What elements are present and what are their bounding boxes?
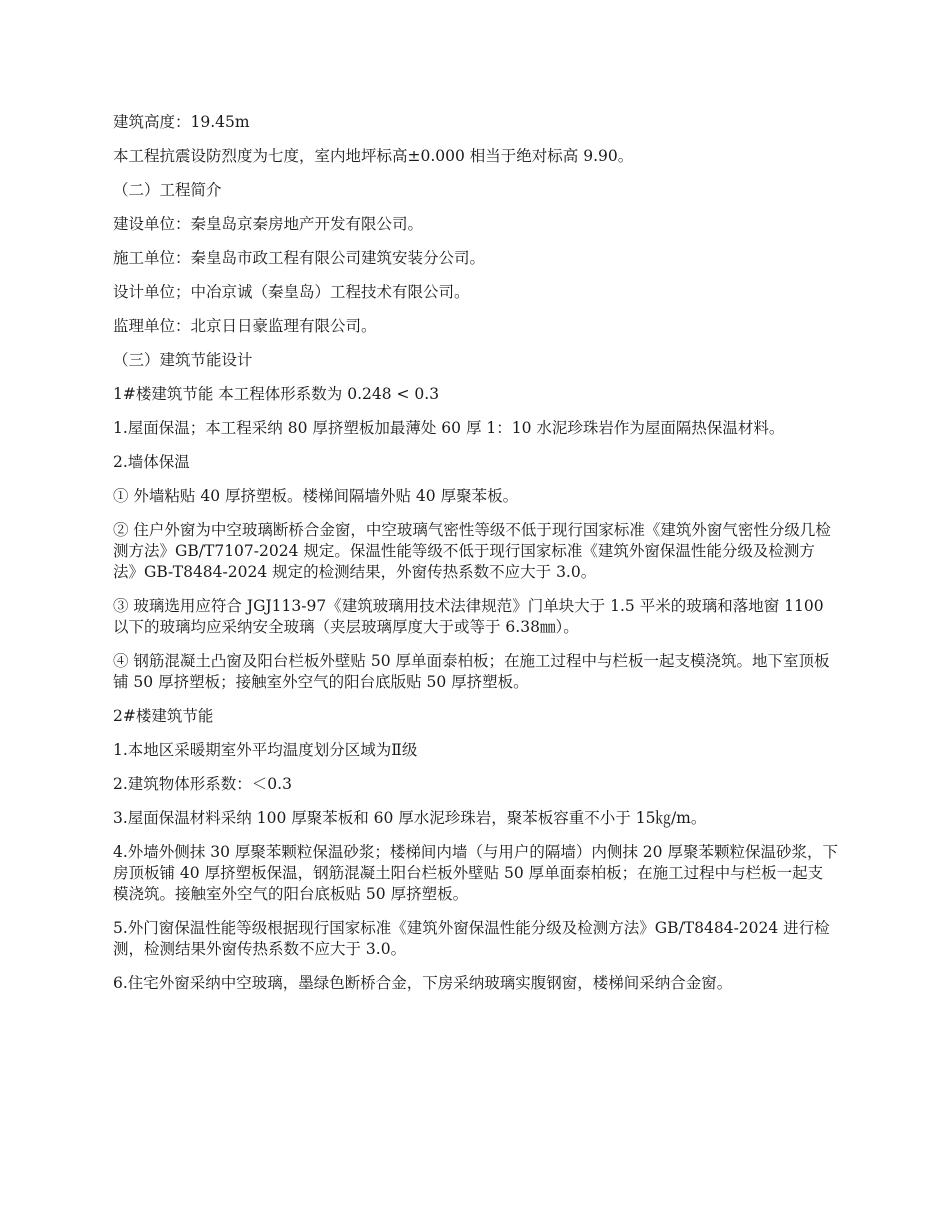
building-1-energy: 1#楼建筑节能 本工程体形系数为 0.248 < 0.3 [113,385,440,403]
design-unit: 设计单位；中冶京诚（秦皇岛）工程技术有限公司。 [113,283,470,301]
document-body [113,112,838,1007]
wall-item-2: ② 住户外窗为中空玻璃断桥合金窗，中空玻璃气密性等级不低于现行国家标准《建筑外窗气密性分级几检测方法》GB/T7107-2024 规定。保温性能等级不低于现行国家标准《建筑外窗保温性能分级及检测方法》GB-T8484-2024 规定的检测结果，外窗传热系数不应大于 3.0。 [113,521,831,581]
b2-item-4: 4.外墙外侧抹 30 厚聚苯颗粒保温砂浆；楼梯间内墙（与用户的隔墙）内侧抹 20 厚聚苯颗粒保温砂浆，下房顶板铺 40 厚挤塑板保温，钢筋混凝土阳台栏板外壁贴 50 厚单面泰柏板；在施工过程中与栏板一起支模浇筑。接触室外空气的阳台底板贴 50 厚挤塑板。 [113,843,838,903]
b2-item-5: 5.外门窗保温性能等级根据现行国家标准《建筑外窗保温性能分级及检测方法》GB/T8484-2024 进行检测，检测结果外窗传热系数不应大于 3.0。 [113,919,830,958]
section-heading-project-intro: （二）工程简介 [113,181,222,199]
wall-item-3: ③ 玻璃选用应符合 JGJ113-97《建筑玻璃用技术法律规范》门单块大于 1.5 平米的玻璃和落地窗 1100 以下的玻璃均应采纳安全玻璃（夹层玻璃厚度大于或等于 6.38㎜）。 [113,597,824,636]
b2-item-1: 1.本地区采暖期室外平均温度划分区域为Ⅱ级 [113,741,418,759]
b2-item-6: 6.住宅外窗采纳中空玻璃，墨绿色断桥合金，下房采纳玻璃实腹钢窗，楼梯间采纳合金窗。 [113,974,733,992]
roof-insulation: 1.屋面保温；本工程采纳 80 厚挤塑板加最薄处 60 厚 1：10 水泥珍珠岩作为屋面隔热保温材料。 [113,419,785,437]
b2-item-3: 3.屋面保温材料采纳 100 厚聚苯板和 60 厚水泥珍珠岩，聚苯板容重不小于 15㎏/m。 [113,809,707,827]
b2-item-2: 2.建筑物体形系数：＜0.3 [113,775,292,793]
building-2-energy: 2#楼建筑节能 [113,707,214,725]
owner-unit: 建设单位：秦皇岛京秦房地产开发有限公司。 [113,215,424,233]
section-heading-energy-design: （三）建筑节能设计 [113,351,253,369]
seismic-elevation: 本工程抗震设防烈度为七度，室内地坪标高±0.000 相当于绝对标高 9.90。 [113,147,634,165]
wall-item-1: ① 外墙粘贴 40 厚挤塑板。楼梯间隔墙外贴 40 厚聚苯板。 [113,487,519,505]
wall-insulation-heading: 2.墙体保温 [113,453,190,471]
wall-item-4: ④ 钢筋混凝土凸窗及阳台栏板外壁贴 50 厚单面泰柏板；在施工过程中与栏板一起支模浇筑。地下室顶板铺 50 厚挤塑板；接触室外空气的阳台底版贴 50 厚挤塑板。 [113,652,830,691]
building-height: 建筑高度：19.45m [113,113,250,131]
construction-unit: 施工单位：秦皇岛市政工程有限公司建筑安装分公司。 [113,249,486,267]
supervision-unit: 监理单位：北京日日豪监理有限公司。 [113,317,377,335]
